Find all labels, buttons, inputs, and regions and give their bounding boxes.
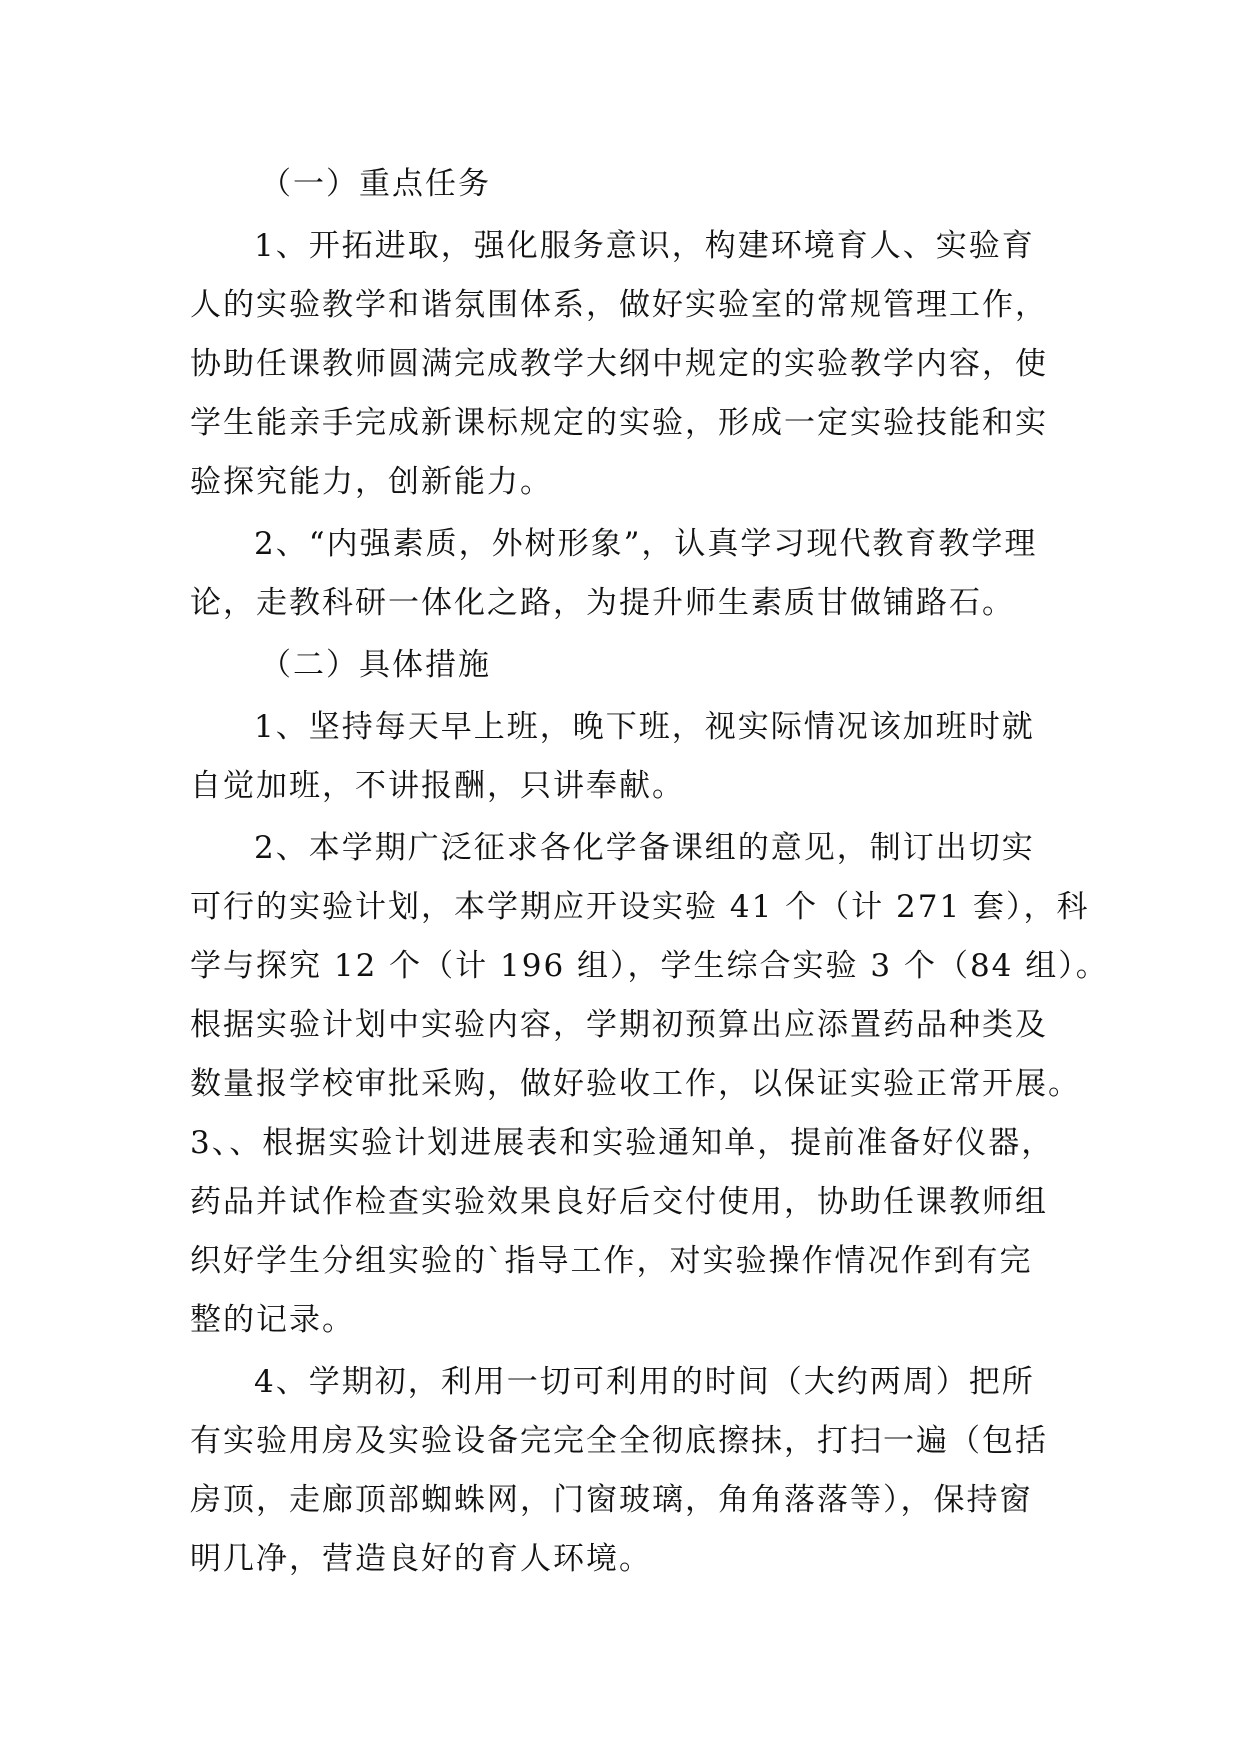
paragraph-line: 验探究能力，创新能力。 [190,464,553,500]
paragraph-line: 根据实验计划中实验内容，学期初预算出应添置药品种类及 [190,1007,1048,1043]
paragraph-line: 明几净，营造良好的育人环境。 [190,1541,652,1577]
paragraph-line: 3、、根据实验计划进展表和实验通知单，提前准备好仪器， [190,1125,1055,1161]
paragraph-line: 1、坚持每天早上班，晚下班，视实际情况该加班时就 [254,709,1035,745]
paragraph-line: 数量报学校审批采购，做好验收工作，以保证实验正常开展。 [190,1066,1081,1102]
paragraph-line: 可行的实验计划，本学期应开设实验 41 个（计 271 套），科 [190,889,1090,925]
paragraph-line: 2、“内强素质，外树形象”，认真学习现代教育教学理 [254,526,1038,562]
paragraph-line: 协助任课教师圆满完成教学大纲中规定的实验教学内容，使 [190,346,1048,382]
paragraph-line: 有实验用房及实验设备完完全全彻底擦抹，打扫一遍（包括 [190,1423,1048,1459]
paragraph-line: 论，走教科研一体化之路，为提升师生素质甘做铺路石。 [190,585,1015,621]
paragraph-line: 织好学生分组实验的`指导工作，对实验操作情况作到有完 [190,1243,1033,1279]
paragraph-line: 房顶，走廊顶部蜘蛛网，门窗玻璃，角角落落等），保持窗 [190,1482,1033,1518]
section-heading-key-tasks: （一）重点任务 [260,166,491,202]
paragraph-line: 药品并试作检查实验效果良好后交付使用，协助任课教师组 [190,1184,1048,1220]
paragraph-line: 人的实验教学和谐氛围体系，做好实验室的常规管理工作， [190,287,1048,323]
paragraph-line: 自觉加班，不讲报酬，只讲奉献。 [190,768,685,804]
paragraph-line: 1、开拓进取，强化服务意识，构建环境育人、实验育 [254,228,1035,264]
document-body [190,155,1109,1589]
paragraph-line: 学与探究 12 个（计 196 组），学生综合实验 3 个（84 组）。 [190,948,1109,984]
paragraph-line: 2、本学期广泛征求各化学备课组的意见，制订出切实 [254,830,1035,866]
paragraph-line: 学生能亲手完成新课标规定的实验，形成一定实验技能和实 [190,405,1048,441]
paragraph-line: 4、学期初，利用一切可利用的时间（大约两周）把所 [254,1364,1035,1400]
paragraph-line: 整的记录。 [190,1302,355,1338]
section-heading-measures: （二）具体措施 [260,647,491,683]
